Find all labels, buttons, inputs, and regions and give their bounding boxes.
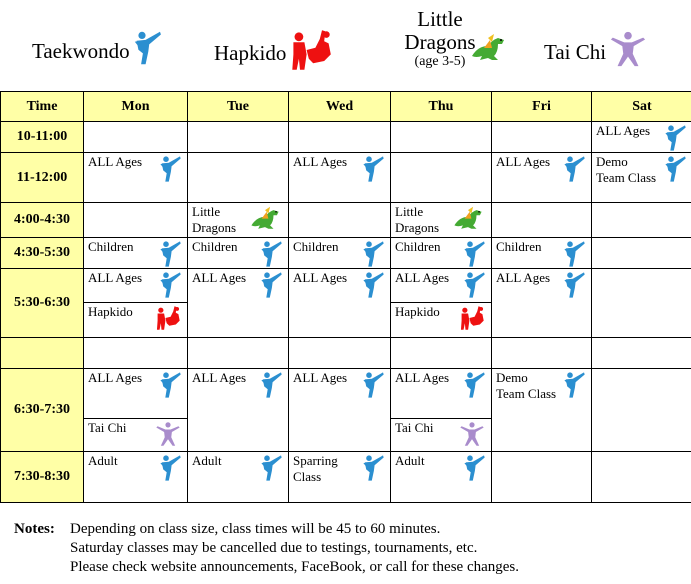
notes-label: Notes: [14, 521, 55, 537]
schedule-cell-mon [84, 153, 188, 203]
class-entry [188, 238, 288, 256]
class-label: Adult [395, 453, 425, 468]
class-entry [391, 452, 491, 470]
class-entry [391, 369, 491, 387]
program-label: Tai Chi [544, 39, 607, 64]
schedule-cell-sat [592, 238, 691, 269]
class-label: Hapkido [395, 304, 440, 319]
table-row [1, 238, 691, 269]
schedule-cell-tue [188, 153, 289, 203]
class-label: Children [395, 239, 441, 254]
class-label: Children [496, 239, 542, 254]
table-row [1, 452, 691, 503]
class-entry [492, 369, 591, 403]
class-entry [592, 122, 691, 140]
column-header-fri: Fri [492, 92, 592, 122]
schedule-cell-tue [188, 452, 289, 503]
schedule-cell-fri [492, 238, 592, 269]
table-row [1, 122, 691, 153]
schedule-cell-fri [492, 153, 592, 203]
class-entry [391, 238, 491, 256]
schedule-cell-mon [84, 269, 188, 303]
class-entry [289, 238, 390, 256]
schedule-cell-mon [84, 203, 188, 238]
column-header-mon: Mon [84, 92, 188, 122]
note-line: Please check website announcements, FaceBook, or call for these changes. [70, 559, 520, 575]
class-label: ALL Ages [496, 154, 551, 169]
class-entry [391, 303, 491, 321]
class-entry [592, 153, 691, 187]
class-label: ALL Ages [293, 154, 348, 169]
time-slot: 6:30-7:30 [1, 369, 84, 452]
class-label: ALL Ages [88, 154, 143, 169]
program-label-line2: Dragons [404, 30, 476, 54]
class-label: ALL Ages [496, 270, 551, 285]
class-entry [84, 153, 187, 171]
schedule-cell-sat [592, 452, 691, 503]
schedule-cell-tue [188, 338, 289, 369]
time-slot: 7:30-8:30 [1, 452, 84, 503]
program-hapkido [214, 28, 333, 78]
hapkido-throw-icon [286, 28, 333, 78]
schedule-cell-tue [188, 269, 289, 338]
dragon-icon [468, 32, 508, 69]
page-header [0, 0, 691, 90]
notes [14, 520, 519, 577]
class-entry [391, 269, 491, 287]
schedule-cell-fri [492, 269, 592, 338]
class-label: Children [88, 239, 134, 254]
schedule-cell-mon [84, 238, 188, 269]
note-line: Depending on class size, class times will be 45 to 60 minutes. [70, 521, 441, 537]
class-entry [84, 452, 187, 470]
time-slot: 5:30-6:30 [1, 269, 84, 338]
class-entry [84, 369, 187, 387]
column-header-thu: Thu [391, 92, 492, 122]
time-slot [1, 338, 84, 369]
taekwondo-kicker-icon [130, 30, 162, 72]
column-header-time: Time [1, 92, 84, 122]
column-header-sat: Sat [592, 92, 691, 122]
header-row [1, 92, 691, 122]
schedule-cell-sat [592, 269, 691, 338]
class-entry [84, 303, 187, 321]
schedule-cell-thu [391, 153, 492, 203]
class-label: Little Dragons [192, 204, 237, 235]
schedule-cell-wed [289, 238, 391, 269]
table-row [1, 369, 691, 419]
class-label: Children [192, 239, 238, 254]
schedule-cell-tue [188, 238, 289, 269]
time-slot: 10-11:00 [1, 122, 84, 153]
schedule-cell-thu [391, 238, 492, 269]
class-entry [391, 203, 491, 237]
class-entry [391, 419, 491, 437]
schedule-cell-sat [592, 122, 691, 153]
class-label: ALL Ages [395, 270, 450, 285]
class-label: ALL Ages [293, 270, 348, 285]
schedule-cell-wed [289, 369, 391, 452]
class-entry [289, 153, 390, 171]
schedule-cell-wed [289, 122, 391, 153]
schedule-cell-tue [188, 369, 289, 452]
schedule-cell-thu [391, 369, 492, 419]
schedule-cell-thu [391, 419, 492, 452]
class-label: ALL Ages [192, 270, 247, 285]
table-row [1, 153, 691, 203]
schedule-cell-thu [391, 303, 492, 338]
schedule-cell-sat [592, 338, 691, 369]
time-slot: 4:00-4:30 [1, 203, 84, 238]
table-row [1, 269, 691, 303]
schedule-cell-wed [289, 203, 391, 238]
schedule-cell-thu [391, 122, 492, 153]
schedule-cell-sat [592, 369, 691, 452]
class-label: ALL Ages [293, 370, 348, 385]
program-label: Taekwondo [32, 38, 130, 63]
schedule-cell-mon [84, 303, 188, 338]
class-label: ALL Ages [88, 370, 143, 385]
class-entry [188, 269, 288, 287]
schedule-cell-mon [84, 369, 188, 419]
schedule-cell-thu [391, 452, 492, 503]
schedule-cell-mon [84, 419, 188, 452]
time-slot: 4:30-5:30 [1, 238, 84, 269]
schedule-cell-tue [188, 122, 289, 153]
class-label: ALL Ages [395, 370, 450, 385]
note-line: Saturday classes may be cancelled due to testings, tournaments, etc. [70, 540, 478, 556]
class-label: Demo Team Class [496, 370, 557, 401]
class-label: Children [293, 239, 339, 254]
schedule-cell-fri [492, 122, 592, 153]
schedule-cell-wed [289, 269, 391, 338]
schedule-cell-fri [492, 338, 592, 369]
class-entry [84, 269, 187, 287]
class-entry [492, 269, 591, 287]
class-entry [188, 203, 288, 237]
class-label: Tai Chi [88, 420, 127, 435]
schedule-cell-sat [592, 203, 691, 238]
schedule-cell-thu [391, 269, 492, 303]
time-slot: 11-12:00 [1, 153, 84, 203]
schedule-cell-wed [289, 153, 391, 203]
table-row [1, 203, 691, 238]
program-taekwondo [32, 30, 161, 72]
schedule-cell-sat [592, 153, 691, 203]
class-schedule-table [0, 91, 691, 503]
schedule-cell-wed [289, 452, 391, 503]
program-tai-chi [544, 30, 647, 74]
schedule-cell-fri [492, 369, 592, 452]
age-range: (age 3-5) [414, 54, 466, 69]
schedule-cell-mon [84, 452, 188, 503]
schedule-cell-mon [84, 338, 188, 369]
class-entry [188, 452, 288, 470]
class-label: Hapkido [88, 304, 133, 319]
column-header-tue: Tue [188, 92, 289, 122]
class-label: ALL Ages [596, 123, 651, 138]
class-label: ALL Ages [192, 370, 247, 385]
program-label: Hapkido [214, 40, 287, 65]
class-entry [492, 153, 591, 171]
table-row [1, 338, 691, 369]
schedule-cell-mon [84, 122, 188, 153]
schedule-cell-thu [391, 338, 492, 369]
class-label: Adult [88, 453, 118, 468]
class-label: Demo Team Class [596, 154, 657, 185]
schedule-cell-fri [492, 452, 592, 503]
class-entry [492, 238, 591, 256]
class-label: ALL Ages [88, 270, 143, 285]
class-label: Tai Chi [395, 420, 434, 435]
class-entry [84, 419, 187, 437]
schedule-cell-wed [289, 338, 391, 369]
schedule-cell-thu [391, 203, 492, 238]
class-label: Little Dragons [395, 204, 440, 235]
class-entry [289, 452, 390, 486]
schedule-cell-fri [492, 203, 592, 238]
schedule-cell-tue [188, 203, 289, 238]
class-label: Sparring Class [293, 453, 338, 484]
class-entry [84, 238, 187, 256]
class-label: Adult [192, 453, 222, 468]
class-entry [188, 369, 288, 387]
program-label-line1: Little [417, 7, 463, 31]
tai-chi-figure-icon [606, 30, 647, 74]
class-entry [289, 269, 390, 287]
class-entry [289, 369, 390, 387]
column-header-wed: Wed [289, 92, 391, 122]
